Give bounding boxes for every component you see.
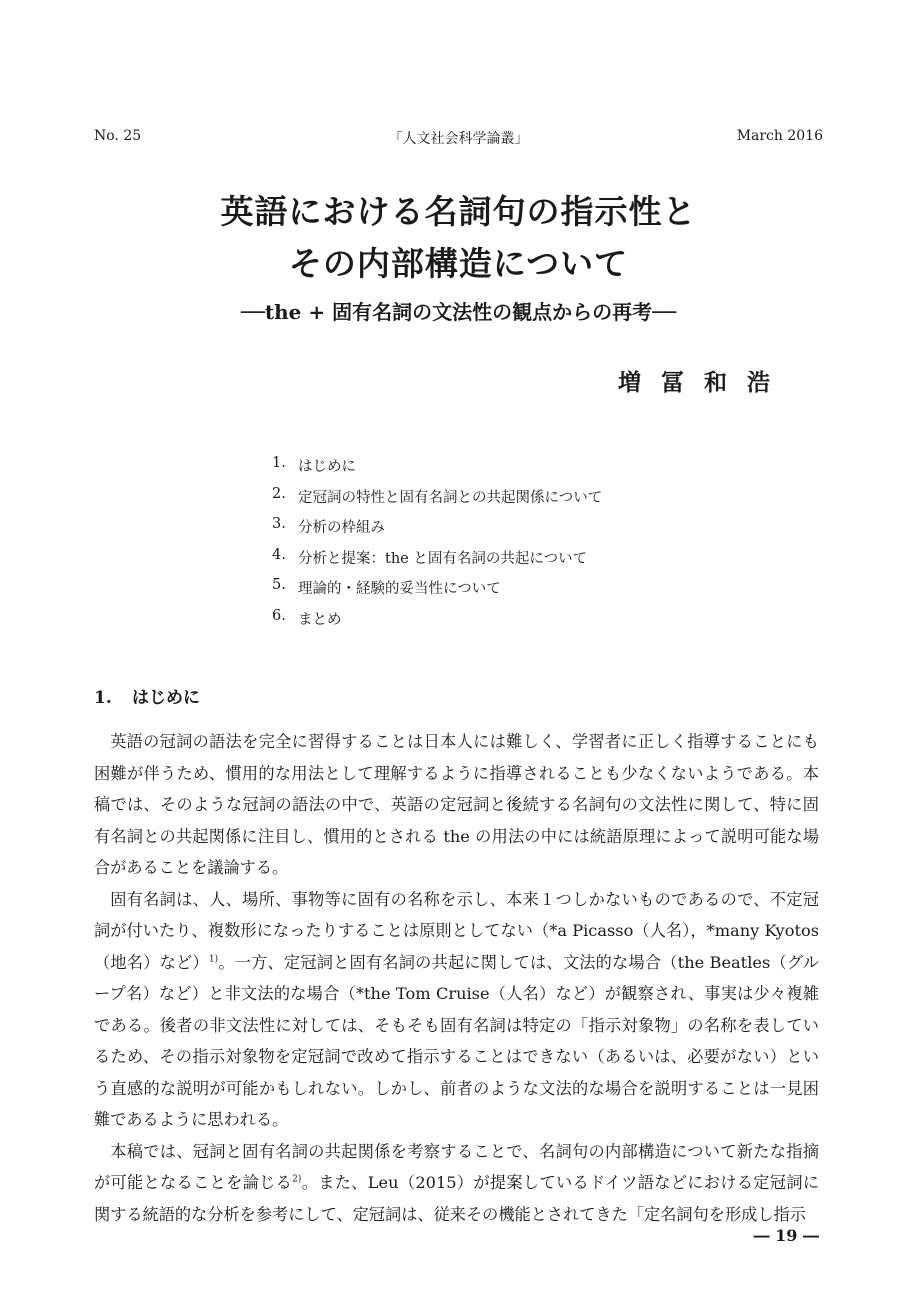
- toc-item-label: 定冠詞の特性と固有名詞との共起関係について: [298, 489, 603, 506]
- subtitle: ──the + 固有名詞の文法性の観点からの再考──: [240, 300, 677, 324]
- body-text: [94, 726, 819, 1230]
- footnote-marker: 1): [208, 954, 219, 965]
- paragraph-text: 。一方、定冠詞と固有名詞の共起に関しては、文法的な場合（the Beatles（グループ名）など）と非文法的な場合（*the Tom Cruise（人名）など）が観察され、事実は少々複雑である。後者の非文法性に対しては、そもそも固有名詞は特定の「指示対象物」の名称を表しているため、その指示対象物を定冠詞で改めて指示することはできない（あるいは、必要がない）という直感的な説明が可能かもしれない。しかし、前者のような文法的な場合を説明することは一見困難であるように思われる。: [94, 952, 819, 1129]
- author-name: 増冨和浩: [618, 369, 790, 396]
- running-header: [94, 128, 823, 150]
- paragraph-text: 固有名詞は、人、場所、事物等に固有の名称を示し、本来１つしかないものであるので、不定冠詞が付いたり、複数形になったりすることは原則としてない（*a Picasso（人名），*many Kyotos（地名）など）: [94, 889, 819, 972]
- toc-item-number: 2.: [272, 485, 286, 502]
- paragraph: [94, 884, 819, 1136]
- page-number: ― 19 ―: [753, 1226, 819, 1245]
- paragraph: [94, 1136, 819, 1231]
- toc-item: [272, 608, 602, 639]
- toc-item-number: 3.: [272, 516, 286, 533]
- toc-item-label: 分析の枠組み: [298, 520, 385, 537]
- paragraph-text: 。また、Leu（2015）が提案しているドイツ語などにおける定冠詞に関する統語的な分析を参考にして、定冠詞は、従来その機能とされてきた「定名詞句を形成し指示: [94, 1173, 820, 1224]
- toc-item: [272, 547, 602, 578]
- section-title: はじめに: [132, 688, 200, 708]
- table-of-contents: [272, 455, 602, 639]
- title-line-1: 英語における名詞句の指示性と: [220, 192, 697, 231]
- issue-date: March 2016: [736, 128, 823, 144]
- issue-number: No. 25: [94, 128, 142, 144]
- toc-item: [272, 486, 602, 517]
- toc-item-number: 6.: [272, 607, 286, 624]
- title-line-2: その内部構造について: [288, 244, 629, 283]
- paragraph: 英語の冠詞の語法を完全に習得することは日本人には難しく、学習者に正しく指導することにも困難が伴うため、慣用的な用法として理解するように指導されることも少なくないようである。本稿では、そのような冠詞の語法の中で、英語の定冠詞と後続する名詞句の文法性に関して、特に固有名詞との共起関係に注目し、慣用的とされる the の用法の中には統語原理によって説明可能な場合があることを議論する。: [94, 732, 819, 877]
- section-number: 1.: [94, 688, 112, 708]
- toc-item: [272, 577, 602, 608]
- footnote-marker: 2): [292, 1174, 302, 1185]
- toc-item-number: 5.: [272, 577, 286, 594]
- toc-item: [272, 516, 602, 547]
- toc-item-number: 1.: [272, 455, 286, 471]
- toc-item-label: まとめ: [298, 611, 342, 628]
- toc-item-number: 4.: [272, 546, 286, 563]
- section-heading: [94, 683, 200, 708]
- toc-item-label: 理論的・経験的妥当性について: [298, 581, 501, 598]
- toc-item-label: はじめに: [298, 459, 356, 475]
- toc-item: [272, 455, 602, 486]
- paragraph-text: 本稿では、冠詞と固有名詞の共起関係を考察することで、名詞句の内部構造について新たな指摘が可能となることを論じる: [94, 1141, 819, 1192]
- toc-item-label: 分析と提案：the と固有名詞の共起について: [298, 550, 588, 567]
- journal-name: 「人文社会科学論叢」: [388, 131, 529, 147]
